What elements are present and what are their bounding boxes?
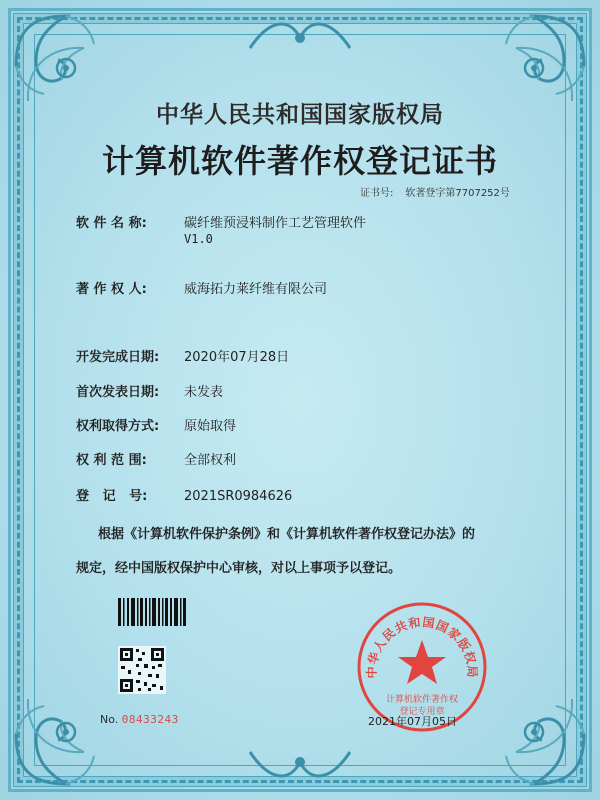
field-value: 2021SR0984626 [184,489,293,504]
field-value: 碳纤维预浸料制作工艺管理软件 [184,216,367,231]
field-value: 全部权利 [184,453,237,468]
serial-number [100,713,179,726]
field-first-publish-date [76,381,223,400]
issue-date: 2021年07月05日 [368,715,457,728]
statement-line-2: 规定，经中国版权保护中心审核，对以上事项予以登记。 [76,561,402,576]
seal-text-line-2: 登记专用章 [399,707,445,717]
field-value: 原始取得 [184,419,237,434]
corner-ornament-icon [6,674,126,794]
serial-label: No. [100,713,119,726]
field-label: 登 记 号: [76,489,148,504]
certificate-number [360,184,510,199]
field-value: 威海拓力莱纤维有限公司 [184,282,328,297]
field-software-name [76,212,366,231]
seal-text-line-1: 计算机软件著作权 [385,695,459,705]
field-label: 软 件 名 称: [76,216,147,231]
top-crest-ornament-icon [240,18,360,58]
field-label: 开发完成日期: [76,350,160,365]
field-label: 首次发表日期: [76,385,160,400]
field-acquisition-method [76,415,236,434]
field-value: 未发表 [184,385,224,400]
field-completion-date [76,346,289,365]
serial-value: 08433243 [121,713,179,726]
software-version: V1.0 [184,232,213,246]
qr-code-icon [118,646,166,694]
field-label: 权利取得方式: [76,419,160,434]
certificate-title: 计算机软件著作权登记证书 [101,142,498,180]
field-value: 2020年07月28日 [184,350,290,365]
field-rights-scope [76,449,236,468]
field-registration-number [76,485,292,504]
corner-ornament-icon [474,674,594,794]
issuer-title: 中华人民共和国国家版权局 [156,102,444,128]
seal-arc-text: 中华人民共和国国家版权局 [364,615,480,679]
certificate-number-value: 软著登字第7707252号 [405,188,510,199]
field-copyright-owner [76,278,327,297]
field-label: 权 利 范 围: [76,453,147,468]
field-label: 著 作 权 人: [76,282,147,297]
certificate-number-label: 证书号: [360,188,394,199]
bottom-crest-ornament-icon [240,742,360,782]
statement-line-1: 根据《计算机软件保护条例》和《计算机软件著作权登记办法》的 [98,527,476,542]
barcode-icon [118,598,186,626]
